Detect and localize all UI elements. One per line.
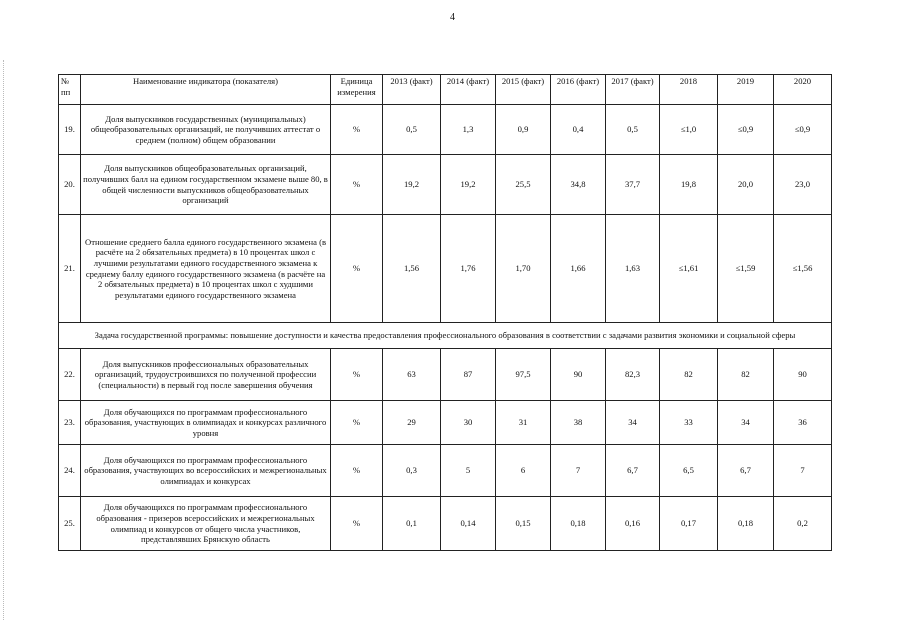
header-year: 2019: [718, 75, 774, 105]
value-cell: 0,16: [606, 497, 660, 551]
margin-line: [3, 60, 4, 620]
value-cell: ≤1,59: [718, 215, 774, 323]
value-cell: 36: [774, 401, 832, 445]
value-cell: 90: [551, 349, 606, 401]
value-cell: 19,8: [660, 155, 718, 215]
value-cell: 82,3: [606, 349, 660, 401]
value-cell: 6,7: [606, 445, 660, 497]
row-number: 21.: [59, 215, 81, 323]
value-cell: 63: [383, 349, 441, 401]
header-year: 2016 (факт): [551, 75, 606, 105]
value-cell: 0,18: [551, 497, 606, 551]
value-cell: 1,70: [496, 215, 551, 323]
value-cell: 0,15: [496, 497, 551, 551]
unit-cell: %: [331, 215, 383, 323]
task-row: [59, 323, 832, 349]
value-cell: 23,0: [774, 155, 832, 215]
value-cell: 97,5: [496, 349, 551, 401]
unit-cell: %: [331, 349, 383, 401]
table-row: [59, 105, 832, 155]
header-year: 2015 (факт): [496, 75, 551, 105]
value-cell: 1,3: [441, 105, 496, 155]
table-row: [59, 497, 832, 551]
value-cell: 34: [606, 401, 660, 445]
row-number: 22.: [59, 349, 81, 401]
value-cell: 34,8: [551, 155, 606, 215]
header-year: 2014 (факт): [441, 75, 496, 105]
unit-cell: %: [331, 105, 383, 155]
unit-cell: %: [331, 401, 383, 445]
row-number: 23.: [59, 401, 81, 445]
value-cell: 6,5: [660, 445, 718, 497]
header-row: [59, 75, 832, 105]
value-cell: 19,2: [383, 155, 441, 215]
indicator-name: Доля выпускников профессиональных образовательных организаций, трудоустроившихся по полученной профессии (специальности) в первый год после завершения обучения: [81, 349, 331, 401]
task-text: Задача государственной программы: повышение доступности и качества предоставления профессионального образования в соответствии с задачами развития экономики и социальной сферы: [59, 323, 832, 349]
indicator-name: Доля выпускников государственных (муниципальных) общеобразовательных организаций, не получивших аттестат о среднем (полном) общем образовании: [81, 105, 331, 155]
value-cell: 6,7: [718, 445, 774, 497]
value-cell: 0,17: [660, 497, 718, 551]
value-cell: 87: [441, 349, 496, 401]
header-num: № пп: [59, 75, 81, 105]
value-cell: 31: [496, 401, 551, 445]
value-cell: 20,0: [718, 155, 774, 215]
header-year: 2020: [774, 75, 832, 105]
row-number: 25.: [59, 497, 81, 551]
value-cell: 38: [551, 401, 606, 445]
value-cell: 0,18: [718, 497, 774, 551]
value-cell: 25,5: [496, 155, 551, 215]
value-cell: 1,56: [383, 215, 441, 323]
value-cell: 7: [774, 445, 832, 497]
value-cell: ≤1,0: [660, 105, 718, 155]
indicator-name: Отношение среднего балла единого государственного экзамена (в расчёте на 2 обязательных предмета) в 10 процентах школ с лучшими результатами единого государственного экзамена к среднему баллу единого государственного экзамена (в расчёте на 2 обязательных предмета) в 10 процентах школ с худшими результатами единого государственного экзамена: [81, 215, 331, 323]
table-row: [59, 215, 832, 323]
value-cell: 0,3: [383, 445, 441, 497]
indicator-name: Доля обучающихся по программам профессионального образования, участвующих в олимпиадах и конкурсах различного уровня: [81, 401, 331, 445]
value-cell: 1,66: [551, 215, 606, 323]
indicator-name: Доля выпускников общеобразовательных организаций, получивших балл на едином государственном экзамене выше 80, в общей численности выпускников общеобразовательных организаций: [81, 155, 331, 215]
value-cell: 0,4: [551, 105, 606, 155]
value-cell: ≤0,9: [774, 105, 832, 155]
unit-cell: %: [331, 445, 383, 497]
value-cell: 6: [496, 445, 551, 497]
value-cell: ≤1,56: [774, 215, 832, 323]
row-number: 19.: [59, 105, 81, 155]
value-cell: 5: [441, 445, 496, 497]
table-row: [59, 401, 832, 445]
value-cell: 29: [383, 401, 441, 445]
value-cell: 19,2: [441, 155, 496, 215]
row-number: 20.: [59, 155, 81, 215]
value-cell: 0,5: [383, 105, 441, 155]
header-unit: Единица измерения: [331, 75, 383, 105]
unit-cell: %: [331, 497, 383, 551]
value-cell: ≤0,9: [718, 105, 774, 155]
table-row: [59, 445, 832, 497]
indicators-table: [58, 74, 832, 551]
value-cell: 90: [774, 349, 832, 401]
value-cell: 0,5: [606, 105, 660, 155]
value-cell: 82: [660, 349, 718, 401]
row-number: 24.: [59, 445, 81, 497]
table-row: [59, 155, 832, 215]
table-row: [59, 349, 832, 401]
header-year: 2017 (факт): [606, 75, 660, 105]
value-cell: 0,14: [441, 497, 496, 551]
value-cell: 1,63: [606, 215, 660, 323]
value-cell: 0,2: [774, 497, 832, 551]
value-cell: 0,1: [383, 497, 441, 551]
value-cell: 1,76: [441, 215, 496, 323]
indicator-name: Доля обучающихся по программам профессионального образования - призеров всероссийских и межрегиональных олимпиад и конкурсов от общего числа участников, представлявших Брянскую область: [81, 497, 331, 551]
value-cell: 0,9: [496, 105, 551, 155]
value-cell: 37,7: [606, 155, 660, 215]
value-cell: 34: [718, 401, 774, 445]
header-year: 2018: [660, 75, 718, 105]
indicator-name: Доля обучающихся по программам профессионального образования, участвующих во всероссийских и межрегиональных олимпиадах и конкурсах: [81, 445, 331, 497]
unit-cell: %: [331, 155, 383, 215]
value-cell: 30: [441, 401, 496, 445]
value-cell: ≤1,61: [660, 215, 718, 323]
value-cell: 33: [660, 401, 718, 445]
header-name: Наименование индикатора (показателя): [81, 75, 331, 105]
value-cell: 82: [718, 349, 774, 401]
header-year: 2013 (факт): [383, 75, 441, 105]
value-cell: 7: [551, 445, 606, 497]
page-number: 4: [450, 12, 455, 23]
